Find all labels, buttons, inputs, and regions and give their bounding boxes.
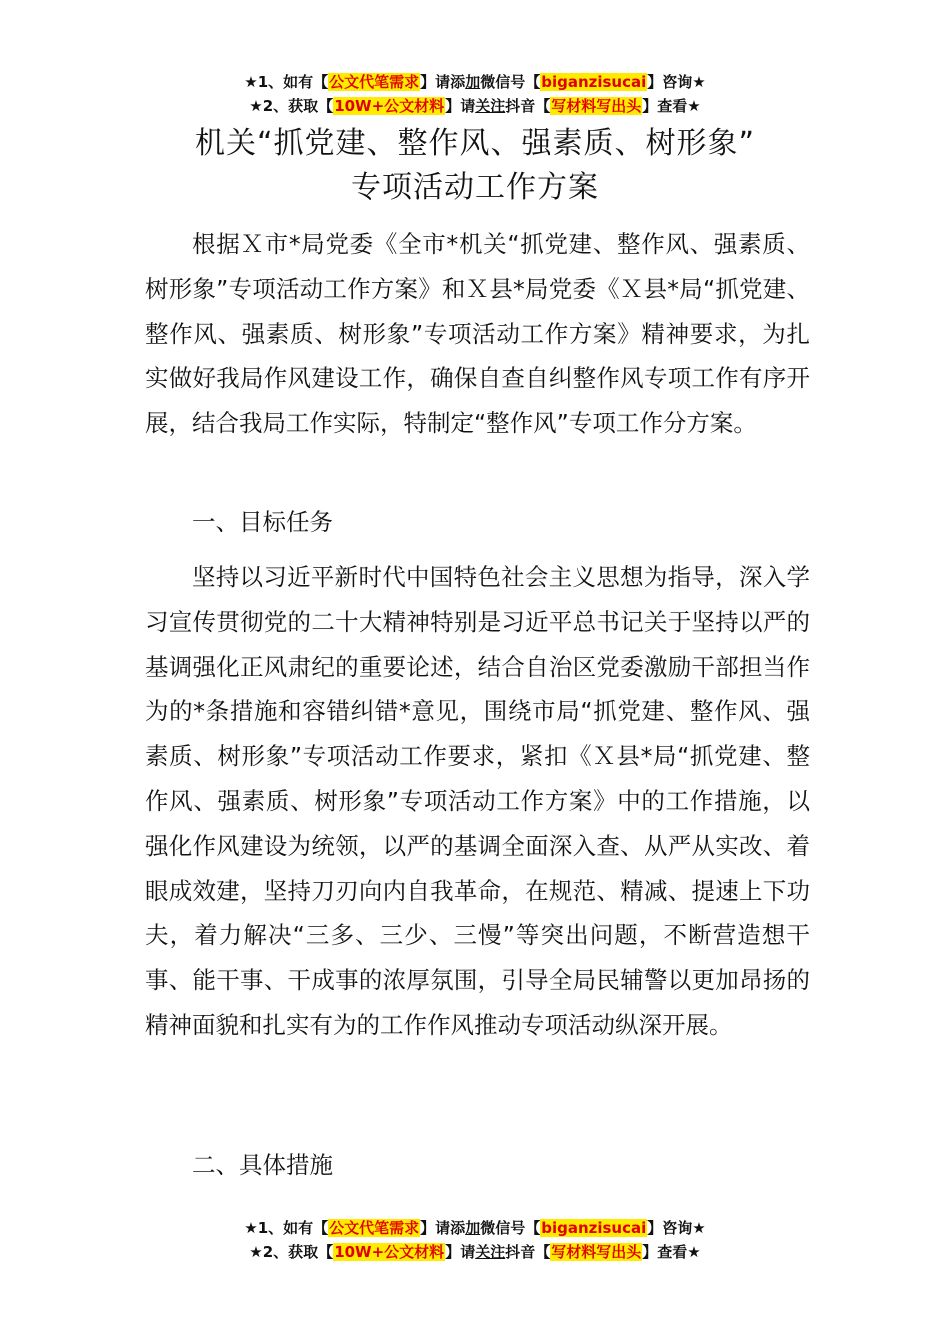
banner-text: 微信号【	[480, 1219, 541, 1237]
promo-banner-top-line2	[0, 94, 950, 118]
intro-paragraph: 根据Ｘ市*局党委《全市*机关“抓党建、整作风、强素质、树形象”专项活动工作方案》和Ｘ县*局党委《Ｘ县*局“抓党建、整作风、强素质、树形象”专项活动工作方案》精神要求，为扎实做好我局作风建设工作，确保自查自纠整作风专项工作有序开展，结合我局工作实际，特制定“整作风”专项工作分方案。	[145, 230, 810, 438]
banner-text: 】请添	[420, 1219, 466, 1237]
banner-underlined-text: 加	[465, 1219, 481, 1237]
promo-banner-bottom-line1	[0, 1216, 950, 1240]
banner-highlight: 10W+公文材料	[334, 1243, 445, 1261]
section-heading-measures: 二、具体措施	[192, 1151, 333, 1179]
document-title-line1: 机关“抓党建、整作风、强素质、树形象”	[194, 126, 756, 161]
document-title-line2: 专项活动工作方案	[351, 170, 599, 205]
banner-text: ★1、如有【	[244, 1219, 329, 1237]
banner-highlight: 写材料写出头	[551, 1243, 642, 1261]
banner-text: 】请	[445, 1243, 476, 1261]
banner-text: ★2、获取【	[249, 97, 334, 115]
promo-banner-bottom-line2	[0, 1240, 950, 1264]
banner-text: 抖音【	[505, 1243, 551, 1261]
banner-underlined-text: 加	[465, 73, 481, 91]
banner-highlight: biganzisucai	[541, 73, 647, 91]
banner-text: 抖音【	[505, 97, 551, 115]
banner-text: ★1、如有【	[244, 73, 329, 91]
banner-text: 】请添	[420, 73, 466, 91]
section-goals-body: 坚持以习近平新时代中国特色社会主义思想为指导，深入学习宣传贯彻党的二十大精神特别是习近平总书记关于坚持以严的基调强化正风肃纪的重要论述，结合自治区党委激励干部担当作为的*条措施和容错纠错*意见，围绕市局“抓党建、整作风、强素质、树形象”专项活动工作要求，紧扣《Ｘ县*局“抓党建、整作风、强素质、树形象”专项活动工作方案》中的工作措施，以强化作风建设为统领，以严的基调全面深入查、从严从实改、着眼成效建，坚持刀刃向内自我革命，在规范、精减、提速上下功夫，着力解决“三多、三少、三慢”等突出问题，不断营造想干事、能干事、干成事的浓厚氛围，引导全局民辅警以更加昂扬的精神面貌和扎实有为的工作作风推动专项活动纵深开展。	[145, 563, 810, 1039]
promo-banner-top-line1	[0, 70, 950, 94]
banner-highlight: 写材料写出头	[551, 97, 642, 115]
banner-highlight: 10W+公文材料	[334, 97, 445, 115]
banner-text: 】咨询★	[647, 73, 706, 91]
banner-text: 微信号【	[480, 73, 541, 91]
banner-text: ★2、获取【	[249, 1243, 334, 1261]
banner-text: 】查看★	[642, 1243, 701, 1261]
banner-underlined-text: 关注	[475, 1243, 506, 1261]
banner-highlight: biganzisucai	[541, 1219, 647, 1237]
banner-text: 】咨询★	[647, 1219, 706, 1237]
banner-highlight: 公文代笔需求	[329, 1219, 420, 1237]
banner-text: 】请	[445, 97, 476, 115]
banner-highlight: 公文代笔需求	[329, 73, 420, 91]
section-heading-goals: 一、目标任务	[192, 508, 333, 536]
banner-underlined-text: 关注	[475, 97, 506, 115]
banner-text: 】查看★	[642, 97, 701, 115]
